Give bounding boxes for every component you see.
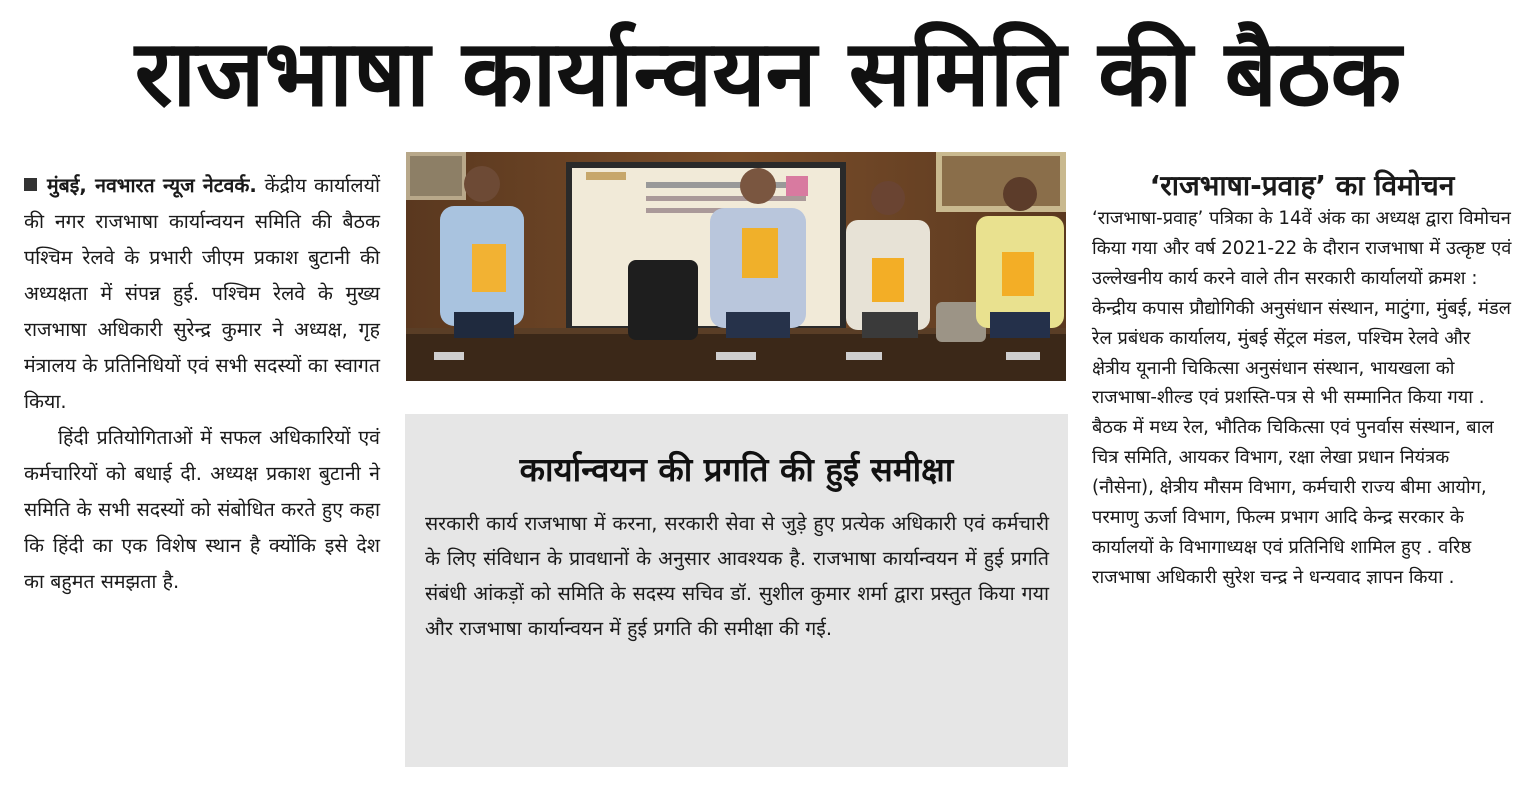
news-photo xyxy=(406,152,1066,381)
highlight-box xyxy=(405,414,1068,767)
box-title: कार्यान्वयन की प्रगति की हुई समीक्षा xyxy=(519,450,954,489)
left-para-2: हिंदी प्रतियोगिताओं में सफल अधिकारियों एवं कर्मचारियों को बधाई दी. अध्यक्ष प्रकाश बुटानी ने समिति के सभी सदस्यों को संबोधित करते हुए कहा कि हिंदी का एक विशेष स्थान है क्योंकि इसे देश का बहुमत समझता है. xyxy=(24,426,380,593)
bullet-square-icon xyxy=(24,178,37,191)
left-para-1 xyxy=(24,168,380,420)
right-title: ‘राजभाषा-प्रवाह’ का विमोचन xyxy=(1149,169,1455,202)
left-para-1-text: केंद्रीय कार्यालयों की नगर राजभाषा कार्यान्वयन समिति की बैठक पश्चिम रेलवे के प्रभारी जीएम प्रकाश बुटानी की अध्यक्षता में संपन्न हुई. पश्चिम रेलवे के मुख्य राजभाषा अधिकारी सुरेन्द्र कुमार ने अध्यक्ष, गृह मंत्रालय के प्रतिनिधियों एवं सभी सदस्यों का स्वागत किया. xyxy=(24,174,381,413)
right-column xyxy=(1092,168,1512,593)
headline: राजभाषा कार्यान्वयन समिति की बैठक xyxy=(134,20,1402,127)
left-column xyxy=(24,168,380,600)
dateline: मुंबई, नवभारत न्यूज नेटवर्क. xyxy=(47,174,257,197)
box-text: सरकारी कार्य राजभाषा में करना, सरकारी सेवा से जुड़े हुए प्रत्येक अधिकारी एवं कर्मचारी के लिए संविधान के प्रावधानों के अनुसार आवश्यक है. राजभाषा कार्यान्वयन में हुई प्रगति संबंधी आंकड़ों को समिति के सदस्य सचिव डॉ. सुशील कुमार शर्मा द्वारा प्रस्तुत किया गया और राजभाषा कार्यान्वयन में हुई प्रगति की समीक्षा की गई. xyxy=(425,512,1049,640)
right-text: ‘राजभाषा-प्रवाह’ पत्रिका के 14वें अंक का अध्यक्ष द्वारा विमोचन किया गया और वर्ष 2021-22 के दौरान राजभाषा में उत्कृष्ट एवं उल्लेखनीय कार्य करने वाले तीन सरकारी कार्यालयों क्रमश : केन्द्रीय कपास प्रौद्योगिकी अनुसंधान संस्थान, माटुंगा, मुंबई, मंडल रेल प्रबंधक कार्यालय, मुंबई सेंट्रल मंडल, पश्चिम रेलवे और क्षेत्रीय यूनानी चिकित्सा अनुसंधान संस्थान, भायखला को राजभाषा-शील्ड एवं प्रशस्ति-पत्र से भी सम्मानित किया गया . बैठक में मध्य रेल, भौतिक चिकित्सा एवं पुनर्वास संस्थान, बाल चित्र समिति, आयकर विभाग, रक्षा लेखा प्रधान नियंत्रक (नौसेना), क्षेत्रीय मौसम विभाग, कर्मचारी राज्य बीमा आयोग, परमाणु ऊर्जा विभाग, फिल्म प्रभाग आदि केन्द्र सरकार के कार्यालयों के विभागाध्यक्ष एवं प्रतिनिधि शामिल हुए . वरिष्ठ राजभाषा अधिकारी सुरेश चन्द्र ने धन्यवाद ज्ञापन किया . xyxy=(1092,208,1512,588)
photo-illustration xyxy=(406,152,1066,381)
